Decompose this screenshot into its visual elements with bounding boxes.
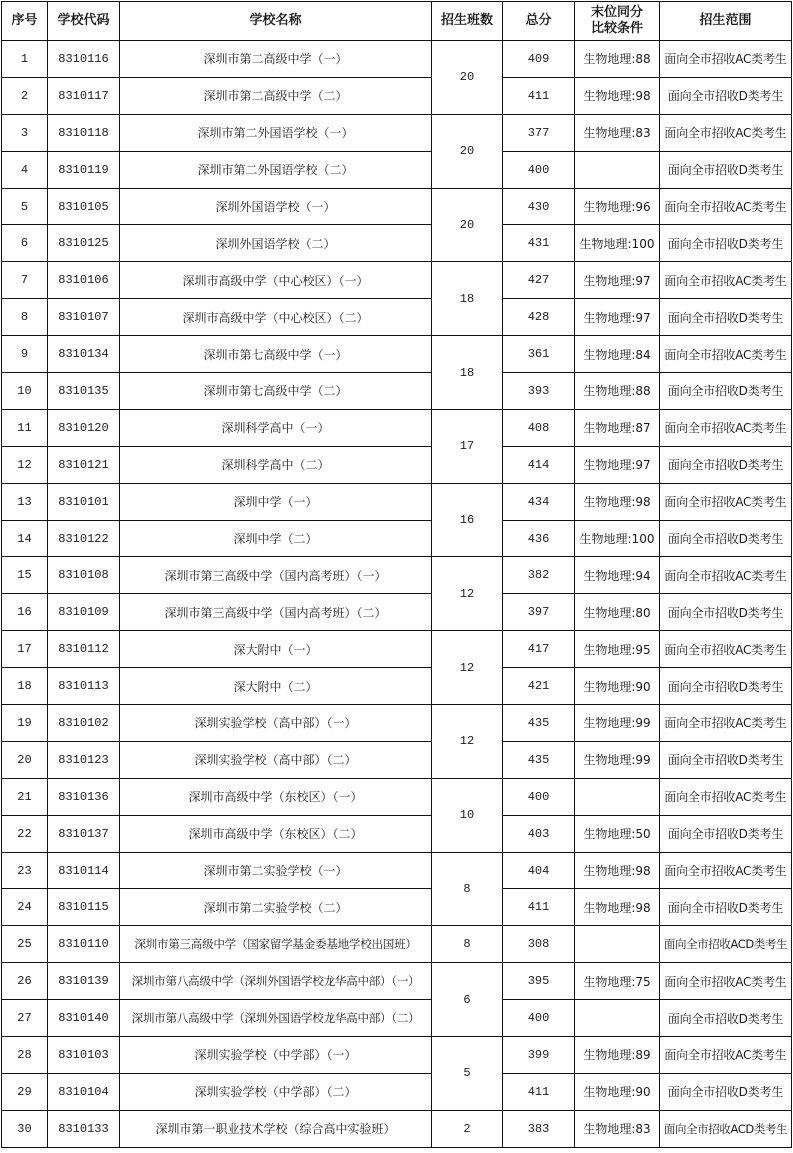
- cell-school-code: 8310112: [48, 631, 120, 668]
- cell-school-code: 8310103: [48, 1037, 120, 1074]
- cell-class-count: 8: [432, 926, 503, 963]
- cell-tiebreak-condition: 生物地理:96: [575, 188, 660, 225]
- cell-class-count: 12: [432, 557, 503, 631]
- cell-total-score: 399: [503, 1037, 575, 1074]
- cell-tiebreak-condition: 生物地理:98: [575, 77, 660, 114]
- cell-seq: 24: [2, 889, 48, 926]
- cell-school-name: 深圳市第二高级中学（一）: [120, 41, 432, 78]
- cell-school-name: 深圳外国语学校（一）: [120, 188, 432, 225]
- cell-school-code: 8310140: [48, 1000, 120, 1037]
- cell-tiebreak-condition: 生物地理:90: [575, 1073, 660, 1110]
- cell-tiebreak-condition: 生物地理:88: [575, 41, 660, 78]
- table-row: [2, 631, 792, 668]
- cell-school-name: 深圳市第三高级中学（国内高考班）（一）: [120, 557, 432, 594]
- cell-total-score: 435: [503, 705, 575, 742]
- cell-total-score: 411: [503, 889, 575, 926]
- table-row: [2, 520, 792, 557]
- cell-school-name: 深圳实验学校（中学部）（一）: [120, 1037, 432, 1074]
- header-tiebreak-line2: 比较条件: [590, 21, 643, 36]
- header-tiebreak-condition: [575, 2, 660, 41]
- cell-admission-scope: 面向全市招收D类考生: [660, 741, 792, 778]
- cell-school-name: 深圳实验学校（高中部）（二）: [120, 741, 432, 778]
- cell-seq: 17: [2, 631, 48, 668]
- cell-seq: 12: [2, 446, 48, 483]
- cell-tiebreak-condition: 生物地理:99: [575, 741, 660, 778]
- cell-school-code: 8310118: [48, 114, 120, 151]
- cell-total-score: 431: [503, 225, 575, 262]
- cell-admission-scope: 面向全市招收D类考生: [660, 1000, 792, 1037]
- cell-tiebreak-condition: 生物地理:98: [575, 483, 660, 520]
- cell-school-code: 8310115: [48, 889, 120, 926]
- cell-tiebreak-condition: 生物地理:89: [575, 1037, 660, 1074]
- cell-seq: 14: [2, 520, 48, 557]
- cell-admission-scope: 面向全市招收AC类考生: [660, 409, 792, 446]
- cell-seq: 1: [2, 41, 48, 78]
- table-row: [2, 77, 792, 114]
- table-row: [2, 41, 792, 78]
- cell-tiebreak-condition: 生物地理:88: [575, 373, 660, 410]
- cell-total-score: 404: [503, 852, 575, 889]
- table-row: [2, 594, 792, 631]
- cell-seq: 3: [2, 114, 48, 151]
- cell-tiebreak-condition: 生物地理:100: [575, 520, 660, 557]
- cell-admission-scope: 面向全市招收AC类考生: [660, 336, 792, 373]
- cell-total-score: 395: [503, 963, 575, 1000]
- table-row: [2, 815, 792, 852]
- cell-tiebreak-condition: 生物地理:97: [575, 299, 660, 336]
- cell-seq: 21: [2, 778, 48, 815]
- cell-class-count: 8: [432, 852, 503, 926]
- cell-admission-scope: 面向全市招收D类考生: [660, 151, 792, 188]
- cell-admission-scope: 面向全市招收D类考生: [660, 889, 792, 926]
- cell-total-score: 382: [503, 557, 575, 594]
- cell-seq: 28: [2, 1037, 48, 1074]
- cell-admission-scope: 面向全市招收AC类考生: [660, 483, 792, 520]
- cell-school-name: 深圳实验学校（高中部）（一）: [120, 705, 432, 742]
- cell-admission-scope: 面向全市招收D类考生: [660, 520, 792, 557]
- cell-school-name: 深圳市第三高级中学（国内高考班）（二）: [120, 594, 432, 631]
- cell-seq: 29: [2, 1073, 48, 1110]
- cell-total-score: 421: [503, 668, 575, 705]
- table-row: [2, 262, 792, 299]
- cell-school-code: 8310119: [48, 151, 120, 188]
- cell-school-name: 深圳市高级中学（中心校区）（一）: [120, 262, 432, 299]
- cell-school-code: 8310135: [48, 373, 120, 410]
- cell-class-count: 2: [432, 1110, 503, 1147]
- table-row: [2, 557, 792, 594]
- table-row: [2, 151, 792, 188]
- cell-tiebreak-condition: 生物地理:99: [575, 705, 660, 742]
- cell-school-code: 8310114: [48, 852, 120, 889]
- table-row: [2, 225, 792, 262]
- cell-class-count: 6: [432, 963, 503, 1037]
- cell-school-name: 深圳市第七高级中学（二）: [120, 373, 432, 410]
- cell-admission-scope: 面向全市招收D类考生: [660, 446, 792, 483]
- cell-school-name: 深圳市第八高级中学（深圳外国语学校龙华高中部）（二）: [120, 1000, 432, 1037]
- cell-tiebreak-condition: 生物地理:95: [575, 631, 660, 668]
- cell-seq: 15: [2, 557, 48, 594]
- cell-admission-scope: 面向全市招收ACD类考生: [660, 926, 792, 963]
- header-seq: 序号: [2, 2, 48, 41]
- cell-admission-scope: 面向全市招收AC类考生: [660, 852, 792, 889]
- cell-admission-scope: 面向全市招收AC类考生: [660, 557, 792, 594]
- header-admission-scope: 招生范围: [660, 2, 792, 41]
- cell-seq: 26: [2, 963, 48, 1000]
- cell-tiebreak-condition: 生物地理:100: [575, 225, 660, 262]
- cell-school-code: 8310122: [48, 520, 120, 557]
- cell-admission-scope: 面向全市招收AC类考生: [660, 114, 792, 151]
- cell-total-score: 436: [503, 520, 575, 557]
- cell-school-name: 深圳市第二外国语学校（一）: [120, 114, 432, 151]
- cell-total-score: 411: [503, 77, 575, 114]
- cell-school-name: 深圳市第二实验学校（二）: [120, 889, 432, 926]
- cell-class-count: 20: [432, 114, 503, 188]
- cell-admission-scope: 面向全市招收AC类考生: [660, 963, 792, 1000]
- table-row: [2, 889, 792, 926]
- table-row: [2, 852, 792, 889]
- cell-school-code: 8310101: [48, 483, 120, 520]
- cell-school-code: 8310134: [48, 336, 120, 373]
- table-body: [2, 41, 792, 1148]
- cell-admission-scope: 面向全市招收D类考生: [660, 299, 792, 336]
- table-row: [2, 926, 792, 963]
- cell-tiebreak-condition: [575, 1000, 660, 1037]
- cell-seq: 30: [2, 1110, 48, 1147]
- cell-admission-scope: 面向全市招收AC类考生: [660, 778, 792, 815]
- cell-seq: 9: [2, 336, 48, 373]
- table-row: [2, 1000, 792, 1037]
- cell-school-name: 深大附中（一）: [120, 631, 432, 668]
- cell-school-code: 8310125: [48, 225, 120, 262]
- cell-school-name: 深圳市第二实验学校（一）: [120, 852, 432, 889]
- cell-total-score: 361: [503, 336, 575, 373]
- table-row: [2, 963, 792, 1000]
- cell-seq: 5: [2, 188, 48, 225]
- cell-admission-scope: 面向全市招收ACD类考生: [660, 1110, 792, 1147]
- cell-tiebreak-condition: 生物地理:94: [575, 557, 660, 594]
- cell-seq: 22: [2, 815, 48, 852]
- cell-seq: 23: [2, 852, 48, 889]
- cell-school-code: 8310108: [48, 557, 120, 594]
- cell-tiebreak-condition: 生物地理:98: [575, 889, 660, 926]
- cell-school-code: 8310109: [48, 594, 120, 631]
- cell-school-name: 深圳市第三高级中学（国家留学基金委基地学校出国班）: [120, 926, 432, 963]
- header-school-code: 学校代码: [48, 2, 120, 41]
- cell-seq: 11: [2, 409, 48, 446]
- cell-admission-scope: 面向全市招收AC类考生: [660, 41, 792, 78]
- cell-school-name: 深圳实验学校（中学部）（二）: [120, 1073, 432, 1110]
- cell-admission-scope: 面向全市招收D类考生: [660, 225, 792, 262]
- cell-school-name: 深圳市第七高级中学（一）: [120, 336, 432, 373]
- table-row: [2, 336, 792, 373]
- cell-class-count: 16: [432, 483, 503, 557]
- cell-school-code: 8310139: [48, 963, 120, 1000]
- cell-school-code: 8310123: [48, 741, 120, 778]
- cell-admission-scope: 面向全市招收D类考生: [660, 77, 792, 114]
- cell-total-score: 400: [503, 1000, 575, 1037]
- cell-school-code: 8310110: [48, 926, 120, 963]
- cell-class-count: 20: [432, 41, 503, 115]
- cell-school-name: 深圳市第二外国语学校（二）: [120, 151, 432, 188]
- cell-admission-scope: 面向全市招收AC类考生: [660, 188, 792, 225]
- cell-seq: 16: [2, 594, 48, 631]
- cell-tiebreak-condition: 生物地理:75: [575, 963, 660, 1000]
- cell-total-score: 427: [503, 262, 575, 299]
- table-row: [2, 188, 792, 225]
- table-row: [2, 373, 792, 410]
- cell-admission-scope: 面向全市招收AC类考生: [660, 262, 792, 299]
- cell-admission-scope: 面向全市招收D类考生: [660, 594, 792, 631]
- cell-admission-scope: 面向全市招收AC类考生: [660, 705, 792, 742]
- cell-school-name: 深圳市第二高级中学（二）: [120, 77, 432, 114]
- cell-tiebreak-condition: [575, 778, 660, 815]
- cell-school-name: 深圳市高级中学（东校区）（一）: [120, 778, 432, 815]
- cell-seq: 6: [2, 225, 48, 262]
- cell-seq: 10: [2, 373, 48, 410]
- cell-seq: 27: [2, 1000, 48, 1037]
- cell-school-code: 8310116: [48, 41, 120, 78]
- table-row: [2, 1110, 792, 1147]
- cell-total-score: 308: [503, 926, 575, 963]
- table-row: [2, 778, 792, 815]
- cell-school-name: 深大附中（二）: [120, 668, 432, 705]
- table-row: [2, 446, 792, 483]
- cell-school-code: 8310120: [48, 409, 120, 446]
- cell-seq: 7: [2, 262, 48, 299]
- table-row: [2, 705, 792, 742]
- table-row: [2, 483, 792, 520]
- cell-school-code: 8310105: [48, 188, 120, 225]
- table-row: [2, 299, 792, 336]
- cell-seq: 18: [2, 668, 48, 705]
- cell-school-code: 8310133: [48, 1110, 120, 1147]
- cell-total-score: 417: [503, 631, 575, 668]
- cell-total-score: 428: [503, 299, 575, 336]
- cell-total-score: 430: [503, 188, 575, 225]
- table-row: [2, 409, 792, 446]
- cell-tiebreak-condition: 生物地理:84: [575, 336, 660, 373]
- cell-seq: 4: [2, 151, 48, 188]
- cell-school-code: 8310137: [48, 815, 120, 852]
- cell-school-code: 8310121: [48, 446, 120, 483]
- cell-seq: 2: [2, 77, 48, 114]
- cell-total-score: 383: [503, 1110, 575, 1147]
- cell-admission-scope: 面向全市招收D类考生: [660, 373, 792, 410]
- cell-tiebreak-condition: 生物地理:97: [575, 446, 660, 483]
- cell-class-count: 10: [432, 778, 503, 852]
- cell-school-name: 深圳市高级中学（中心校区）（二）: [120, 299, 432, 336]
- cell-total-score: 400: [503, 151, 575, 188]
- cell-class-count: 18: [432, 262, 503, 336]
- header-school-name: 学校名称: [120, 2, 432, 41]
- cell-total-score: 409: [503, 41, 575, 78]
- cell-school-name: 深圳科学高中（二）: [120, 446, 432, 483]
- cell-total-score: 400: [503, 778, 575, 815]
- table-row: [2, 1037, 792, 1074]
- cell-total-score: 393: [503, 373, 575, 410]
- cell-tiebreak-condition: 生物地理:97: [575, 262, 660, 299]
- cell-school-name: 深圳市第八高级中学（深圳外国语学校龙华高中部）（一）: [120, 963, 432, 1000]
- cell-seq: 20: [2, 741, 48, 778]
- table-row: [2, 1073, 792, 1110]
- cell-class-count: 12: [432, 631, 503, 705]
- cell-class-count: 18: [432, 336, 503, 410]
- cell-seq: 25: [2, 926, 48, 963]
- cell-tiebreak-condition: [575, 926, 660, 963]
- cell-class-count: 17: [432, 409, 503, 483]
- cell-class-count: 5: [432, 1037, 503, 1111]
- cell-seq: 13: [2, 483, 48, 520]
- cell-school-code: 8310117: [48, 77, 120, 114]
- cell-school-code: 8310107: [48, 299, 120, 336]
- cell-school-name: 深圳市第一职业技术学校（综合高中实验班）: [120, 1110, 432, 1147]
- cell-admission-scope: 面向全市招收D类考生: [660, 815, 792, 852]
- table-row: [2, 668, 792, 705]
- cell-tiebreak-condition: 生物地理:83: [575, 114, 660, 151]
- cell-total-score: 434: [503, 483, 575, 520]
- cell-tiebreak-condition: 生物地理:50: [575, 815, 660, 852]
- cell-class-count: 12: [432, 705, 503, 779]
- cell-school-name: 深圳中学（二）: [120, 520, 432, 557]
- cell-seq: 19: [2, 705, 48, 742]
- cell-tiebreak-condition: 生物地理:90: [575, 668, 660, 705]
- cell-school-code: 8310106: [48, 262, 120, 299]
- cell-seq: 8: [2, 299, 48, 336]
- cell-school-code: 8310102: [48, 705, 120, 742]
- cell-tiebreak-condition: 生物地理:80: [575, 594, 660, 631]
- cell-school-code: 8310136: [48, 778, 120, 815]
- cell-school-name: 深圳科学高中（一）: [120, 409, 432, 446]
- cell-admission-scope: 面向全市招收AC类考生: [660, 1037, 792, 1074]
- cell-school-code: 8310104: [48, 1073, 120, 1110]
- cell-total-score: 414: [503, 446, 575, 483]
- cell-tiebreak-condition: [575, 151, 660, 188]
- cell-total-score: 403: [503, 815, 575, 852]
- header-row: [2, 2, 792, 41]
- table-row: [2, 114, 792, 151]
- table-row: [2, 741, 792, 778]
- header-class-count: 招生班数: [432, 2, 503, 41]
- cell-school-name: 深圳中学（一）: [120, 483, 432, 520]
- cell-total-score: 435: [503, 741, 575, 778]
- cell-total-score: 408: [503, 409, 575, 446]
- header-tiebreak-line1: 末位同分: [590, 5, 643, 20]
- cell-admission-scope: 面向全市招收D类考生: [660, 668, 792, 705]
- cell-class-count: 20: [432, 188, 503, 262]
- cell-admission-scope: 面向全市招收AC类考生: [660, 631, 792, 668]
- cell-school-name: 深圳外国语学校（二）: [120, 225, 432, 262]
- cell-tiebreak-condition: 生物地理:87: [575, 409, 660, 446]
- cell-total-score: 377: [503, 114, 575, 151]
- cell-tiebreak-condition: 生物地理:83: [575, 1110, 660, 1147]
- cell-admission-scope: 面向全市招收D类考生: [660, 1073, 792, 1110]
- cell-school-code: 8310113: [48, 668, 120, 705]
- admission-score-table: [1, 1, 792, 1148]
- header-total-score: 总分: [503, 2, 575, 41]
- cell-school-name: 深圳市高级中学（东校区）（二）: [120, 815, 432, 852]
- cell-total-score: 411: [503, 1073, 575, 1110]
- cell-tiebreak-condition: 生物地理:98: [575, 852, 660, 889]
- cell-total-score: 397: [503, 594, 575, 631]
